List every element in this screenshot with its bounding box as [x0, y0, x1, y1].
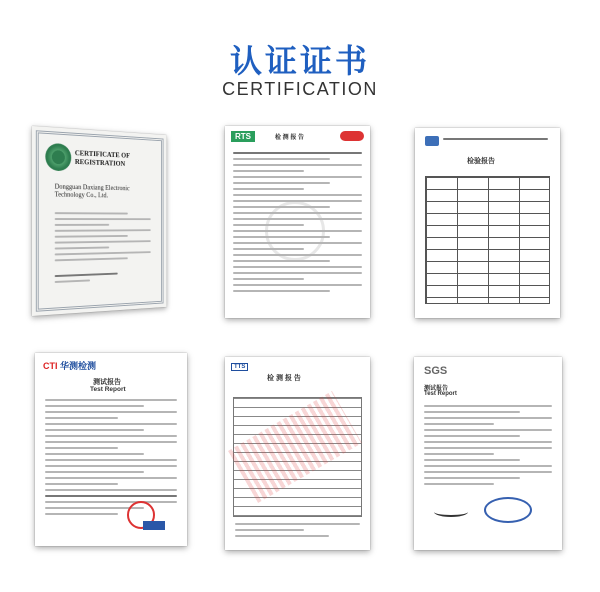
cti-test-report	[35, 353, 187, 546]
sgs-report-title-en: Test Report	[424, 391, 457, 397]
inspection-table	[425, 176, 550, 304]
sgs-stamp-icon	[484, 497, 532, 523]
cti-report-body	[45, 399, 177, 519]
page-subtitle: CERTIFICATION	[222, 79, 378, 99]
tts-report-title: 检 测 报 告	[267, 375, 301, 382]
cti-logo-cn: 华测检测	[60, 361, 97, 371]
rts-test-report	[225, 126, 370, 318]
certificate-title: CERTIFICATE OF REGISTRATION	[74, 148, 130, 168]
cti-logo	[43, 359, 96, 372]
sgs-logo: SGS	[424, 365, 448, 377]
institute-name-line	[443, 138, 548, 144]
sgs-test-report	[414, 357, 562, 550]
rts-report-title: 检 测 报 告	[275, 135, 305, 141]
rts-report-body	[233, 152, 362, 296]
registration-seal-icon	[45, 143, 71, 172]
cti-badge-icon	[143, 521, 165, 530]
inspection-report-title: 检验报告	[467, 158, 495, 165]
tts-logo: TTS	[231, 363, 248, 371]
institute-logo-icon	[425, 136, 439, 146]
certificate-company: Dongguan Daxiang Electronic Technology Co., Ltd.	[54, 182, 130, 200]
certificate-body-text	[55, 212, 151, 265]
sgs-report-body	[424, 405, 552, 489]
cti-report-title-cn: 测试报告	[93, 379, 121, 386]
page-title: 认证证书	[229, 42, 370, 80]
ilac-mra-icon	[340, 131, 364, 141]
inspection-report	[415, 128, 560, 318]
cti-report-title-en: Test Report	[90, 386, 126, 393]
tts-report-footer	[235, 523, 360, 541]
cti-logo-text: CTI	[43, 361, 58, 371]
certificate-registration	[32, 126, 167, 316]
rts-logo: RTS	[231, 131, 255, 142]
sgs-report-title-cn: 测试报告	[424, 386, 449, 392]
tts-test-report	[225, 357, 370, 550]
signature-mark	[434, 507, 468, 517]
